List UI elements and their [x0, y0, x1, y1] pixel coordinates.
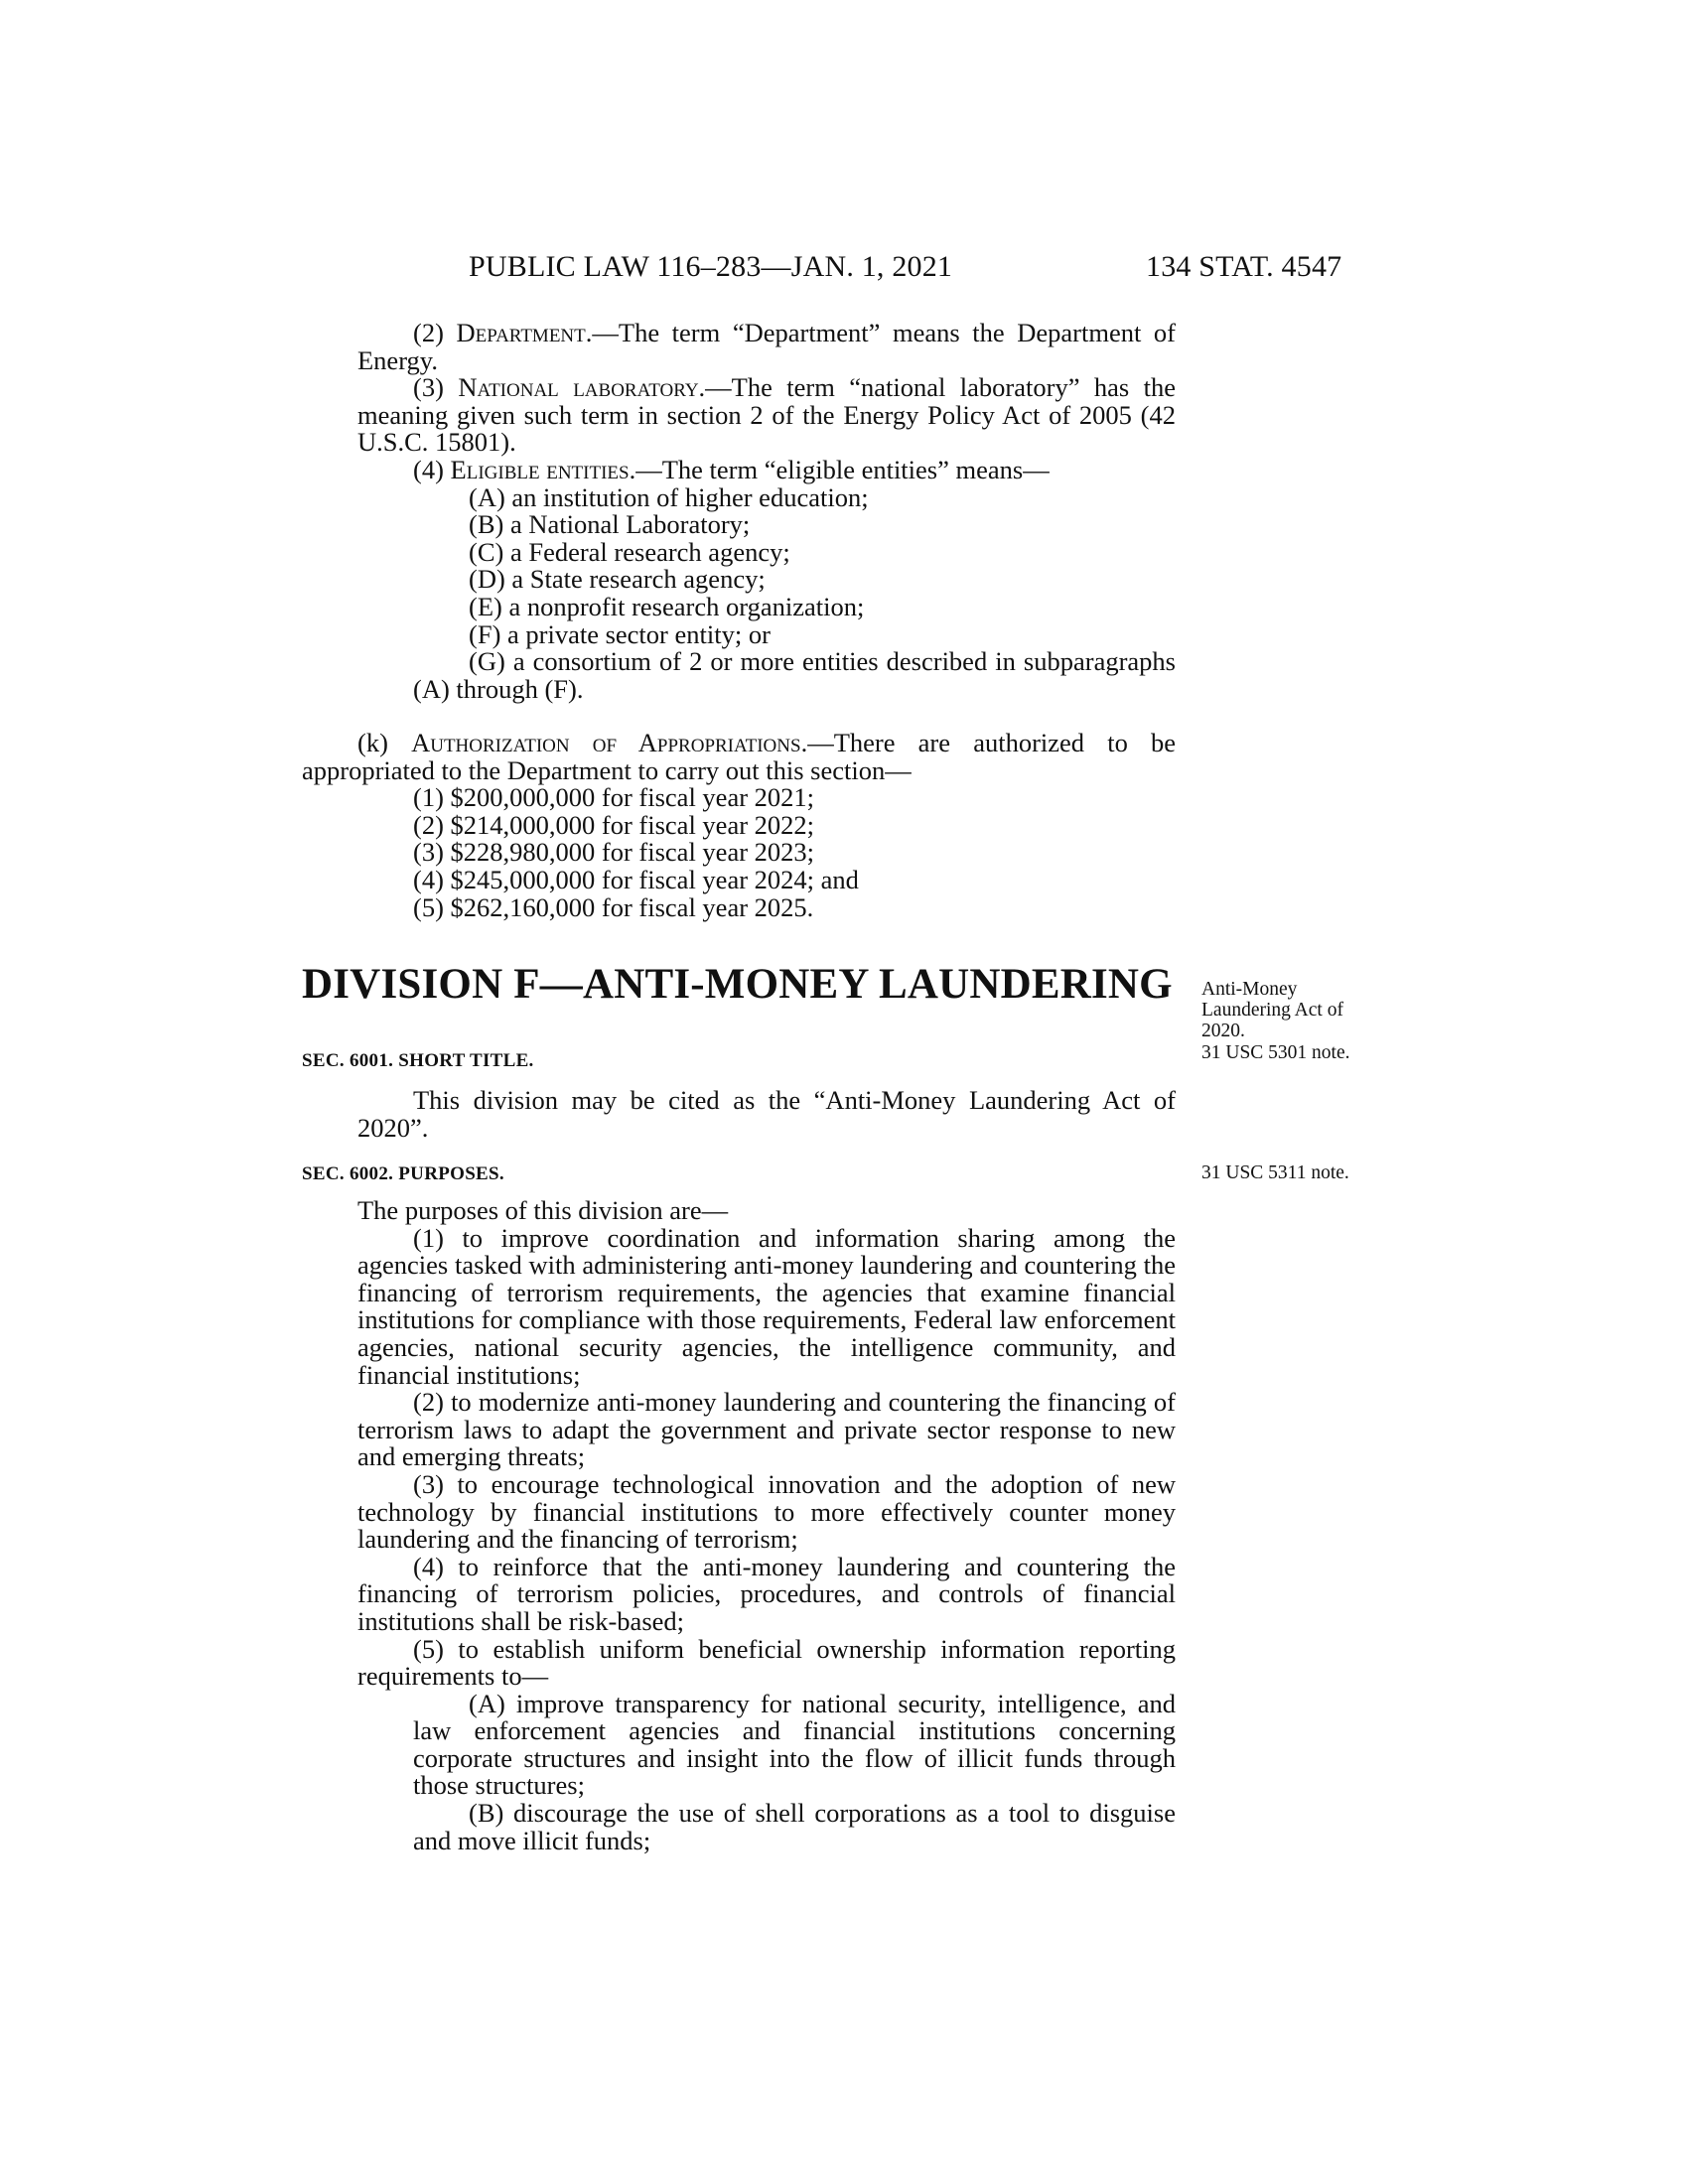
definition-national-laboratory: [357, 374, 1176, 457]
list-item: (B) a National Laboratory;: [469, 509, 751, 540]
list-item: (G) a consortium of 2 or more entities described in subparagraphs (A) through (F).: [413, 646, 1176, 704]
subsection-term: Authorization of Appropriations: [411, 728, 801, 757]
purpose-subparagraph: (A) improve transparency for national security, intelligence, and law enforcement agencies and financial institutions concerning corporate structures and insight into the flow of illicit funds through those structures;: [413, 1688, 1176, 1801]
purpose-subparagraph: (B) discourage the use of shell corporations as a tool to disguise and move illicit funds;: [413, 1798, 1176, 1855]
definition-eligible-entities: [357, 454, 1176, 484]
section-6002-heading: SEC. 6002. PURPOSES.: [302, 1163, 504, 1184]
purpose-paragraph: (1) to improve coordination and information sharing among the agencies tasked with administering anti-money laundering and countering the financing of terrorism requirements, the agencies that examine financial institutions for compliance with those requirements, Federal law enforcement agencies, national security agencies, the intelligence community, and financial institutions;: [357, 1222, 1176, 1390]
definition-number: (4): [413, 454, 444, 484]
purpose-paragraph: (4) to reinforce that the anti-money laundering and countering the financing of terrorism policies, procedures, and controls of financial institutions shall be risk-based;: [357, 1551, 1176, 1636]
list-item: (2) $214,000,000 for fiscal year 2022;: [413, 809, 815, 840]
definition-text: .—The term “national laboratory” has the meaning given such term in section 2 of the Energy Policy Act of 2005 (42 U.S.C. 15801).: [357, 372, 1177, 458]
definition-term: Department: [456, 318, 586, 347]
subsection-text: .—There are authorized to be appropriated to the Department to carry out this section—: [302, 728, 1177, 785]
purpose-paragraph: (5) to establish uniform beneficial ownership information reporting requirements to—: [357, 1633, 1176, 1692]
list-item: (D) a State research agency;: [469, 564, 766, 595]
purpose-paragraph: (2) to modernize anti-money laundering and countering the financing of terrorism laws to adapt the government and private sector response to new and emerging threats;: [357, 1387, 1176, 1472]
definitions-block: [357, 320, 1176, 703]
definition-term: National laboratory: [458, 372, 699, 403]
authorization-paragraph: [302, 730, 1176, 784]
list-item: (E) a nonprofit research organization;: [469, 591, 865, 621]
definition-text: .—The term “eligible entities” means—: [629, 454, 1050, 484]
list-item: (C) a Federal research agency;: [469, 536, 790, 567]
section-6001-heading: SEC. 6001. SHORT TITLE.: [302, 1050, 534, 1071]
definition-number: (3): [413, 372, 444, 403]
definition-department: [357, 320, 1176, 374]
division-heading: DIVISION F—ANTI-MONEY LAUNDERING: [302, 961, 1173, 1008]
purpose-paragraph: (3) to encourage technological innovation and the adoption of new technology by financial institutions to more effectively counter money laundering and the financing of terrorism;: [357, 1468, 1176, 1555]
running-header-stat-page: 134 STAT. 4547: [1146, 250, 1342, 283]
section-6002-body: [357, 1197, 1176, 1854]
list-item: (4) $245,000,000 for fiscal year 2024; and: [413, 864, 859, 894]
definition-text: .—The term “Department” means the Department of Energy.: [357, 318, 1177, 375]
definition-term: Eligible entities: [450, 454, 630, 484]
list-item: (A) an institution of higher education;: [469, 481, 869, 512]
list-item: (5) $262,160,000 for fiscal year 2025.: [413, 891, 814, 922]
margin-note-6002: 31 USC 5311 note.: [1201, 1162, 1349, 1183]
list-item: (F) a private sector entity; or: [469, 618, 771, 649]
purposes-intro: The purposes of this division are—: [357, 1195, 729, 1225]
section-6001-body: [357, 1087, 1176, 1142]
margin-note-6001: 31 USC 5301 note.: [1201, 1042, 1350, 1063]
running-header-title: PUBLIC LAW 116–283—JAN. 1, 2021: [469, 250, 953, 283]
authorization-block: [302, 730, 1176, 921]
margin-note-division: Anti-Money Laundering Act of 2020.: [1201, 979, 1343, 1041]
subsection-number: (k): [357, 728, 388, 757]
list-item: (1) $200,000,000 for fiscal year 2021;: [413, 782, 815, 813]
section-6001-text: This division may be cited as the “Anti-Money Laundering Act of 2020”.: [357, 1085, 1176, 1143]
list-item: (3) $228,980,000 for fiscal year 2023;: [413, 837, 815, 868]
definition-number: (2): [413, 318, 444, 347]
